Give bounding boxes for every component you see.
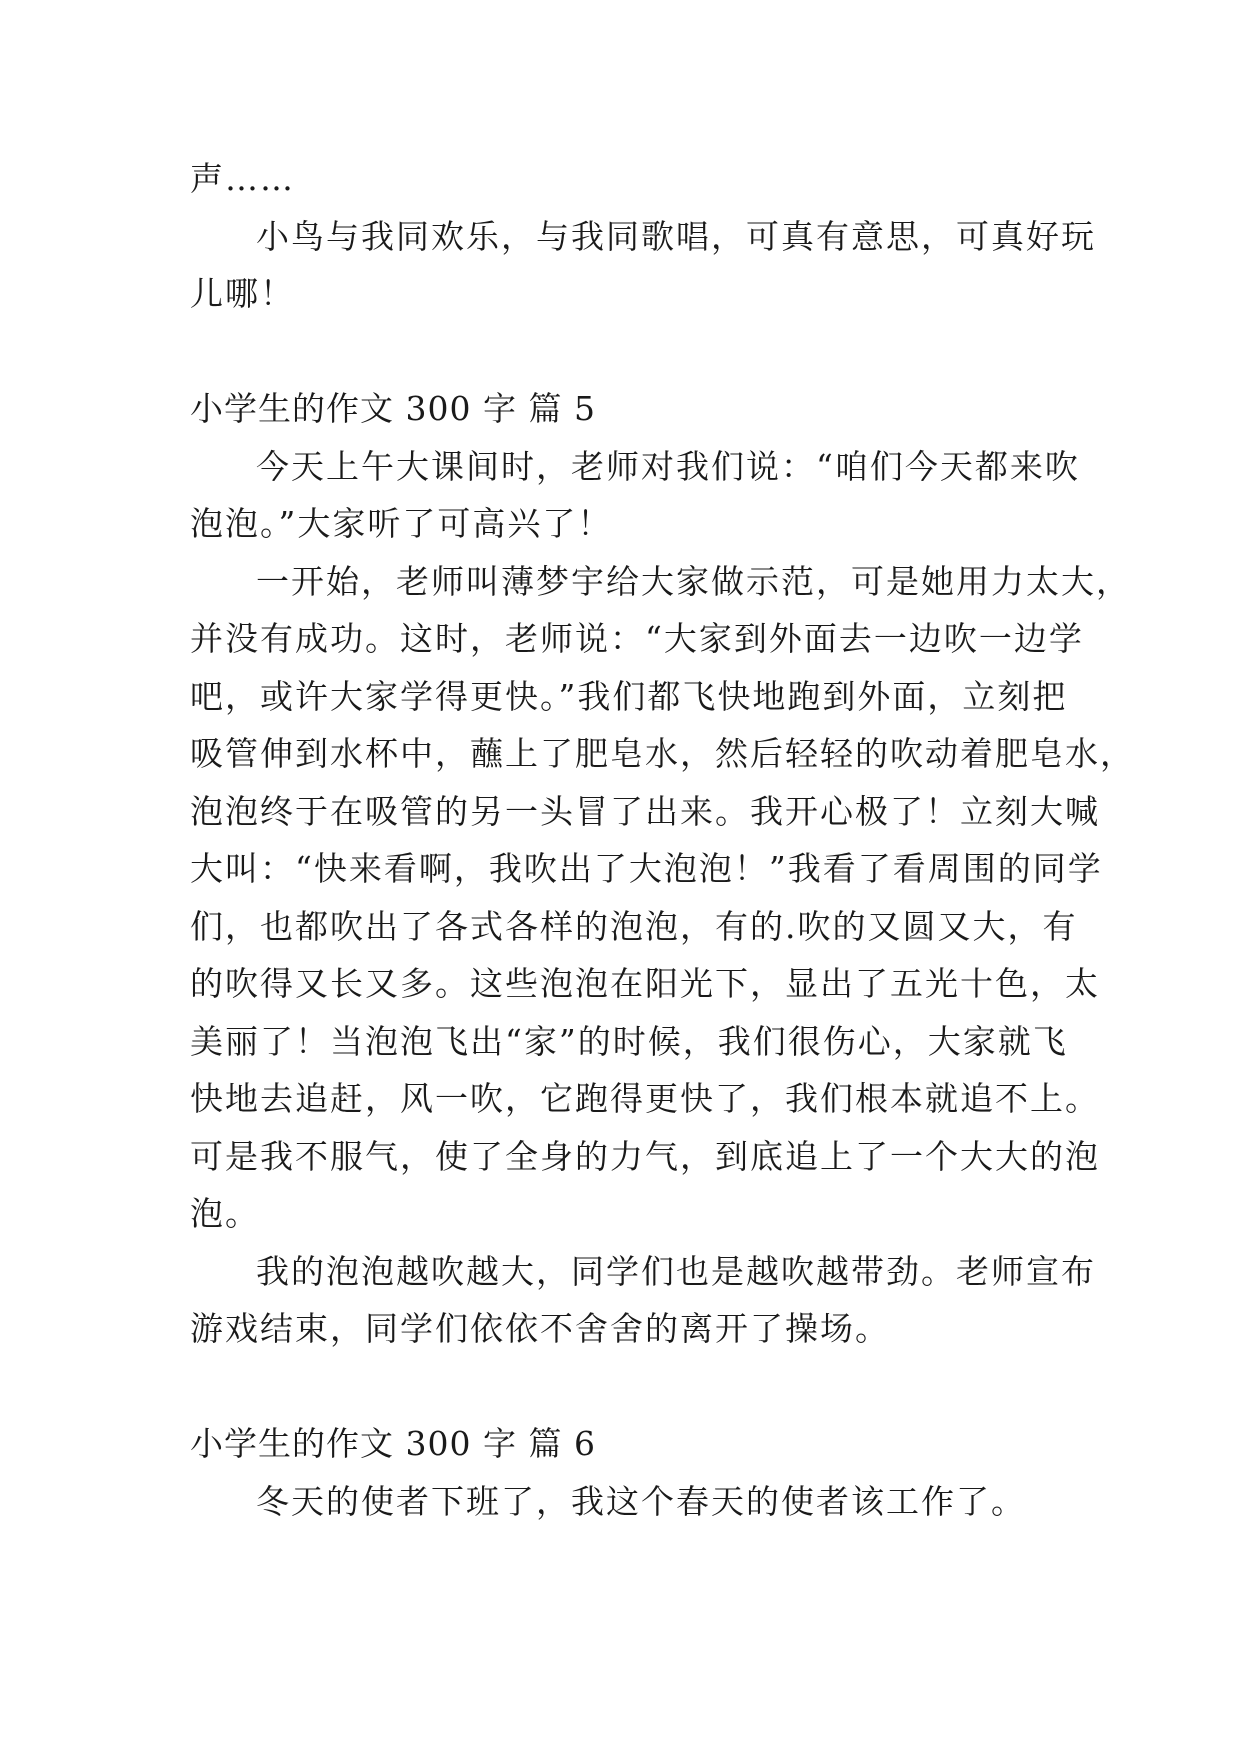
text-line: 并没有成功。这时，老师说：“大家到外面去一边吹一边学 (190, 619, 1084, 658)
text-line: 们，也都吹出了各式各样的泡泡，有的.吹的又圆又大，有 (190, 906, 1078, 946)
text-line: 泡泡。”大家听了可高兴了！ (190, 504, 613, 543)
text-line: 吧，或许大家学得更快。”我们都飞快地跑到外面，立刻把 (190, 676, 1068, 716)
text-line: 美丽了！当泡泡飞出“家”的时候，我们很伤心，大家就飞 (190, 1021, 1068, 1061)
text-line: 吸管伸到水杯中，蘸上了肥皂水，然后轻轻的吹动着肥皂水， (190, 734, 1135, 773)
text-line: 泡。 (190, 1194, 260, 1233)
text-line: 的吹得又长又多。这些泡泡在阳光下，显出了五光十色，太 (190, 964, 1100, 1003)
text-line: 可是我不服气，使了全身的力气，到底追上了一个大大的泡 (190, 1136, 1100, 1176)
section-gap (190, 1358, 1070, 1416)
text-line: 我的泡泡越吹越大，同学们也是越吹越带劲。老师宣布 (256, 1251, 1096, 1291)
text-line: 声…… (190, 159, 295, 198)
text-line: 今天上午大课间时，老师对我们说：“咱们今天都来吹 (256, 446, 1080, 486)
text-line: 快地去追赶，风一吹，它跑得更快了，我们根本就追不上。 (190, 1079, 1100, 1118)
text-line: 大叫：“快来看啊，我吹出了大泡泡！”我看了看周围的同学 (190, 849, 1103, 888)
text-line: 儿哪！ (190, 274, 295, 313)
section-heading: 小学生的作文 300 字 篇 6 (190, 1424, 596, 1463)
section-gap (190, 323, 1070, 381)
text-line: 一开始，老师叫薄梦宇给大家做示范，可是她用力太大， (256, 561, 1131, 601)
text-line: 游戏结束，同学们依依不舍舍的离开了操场。 (190, 1309, 890, 1348)
section-heading: 小学生的作文 300 字 篇 5 (190, 389, 596, 428)
text-line: 泡泡终于在吸管的另一头冒了出来。我开心极了！立刻大喊 (190, 791, 1100, 831)
text-line: 小鸟与我同欢乐，与我同歌唱，可真有意思，可真好玩 (256, 216, 1096, 256)
document-body (190, 150, 1135, 1530)
text-line: 冬天的使者下班了，我这个春天的使者该工作了。 (256, 1481, 1026, 1521)
